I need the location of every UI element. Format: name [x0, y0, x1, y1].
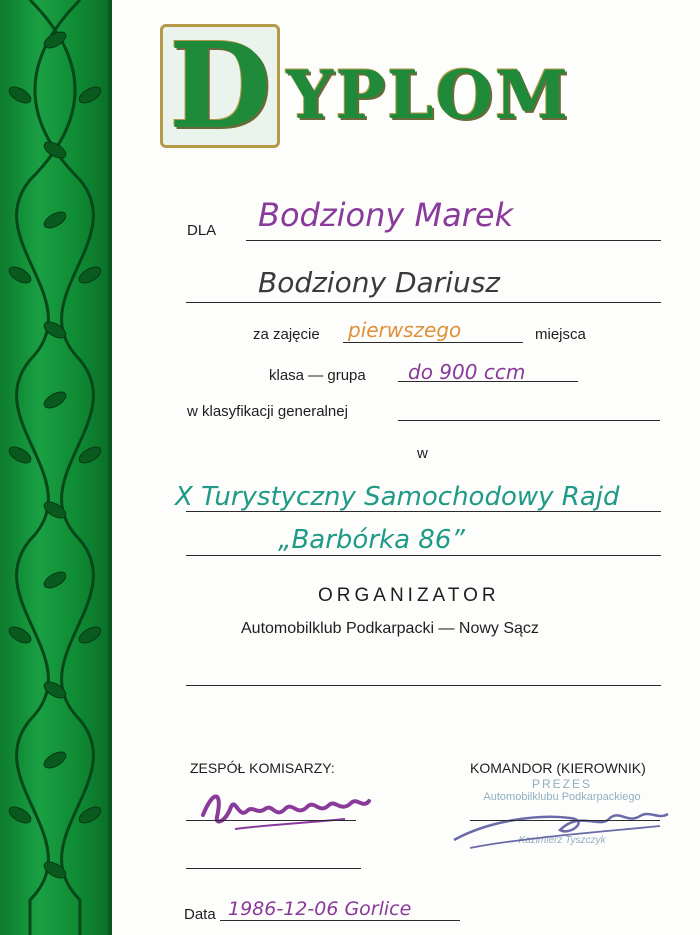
commander-label: KOMANDOR (KIEROWNIK) — [470, 760, 646, 776]
title-rest: YPLOM — [286, 56, 571, 134]
place-suffix: miejsca — [535, 326, 586, 343]
title-initial: D — [160, 24, 280, 148]
class-value: do 900 ccm — [408, 360, 526, 384]
event-line-2 — [186, 555, 661, 556]
stamp-name: Kazimierz Tyszczyk — [518, 835, 606, 846]
in-label: w — [417, 445, 428, 462]
event-line-1 — [186, 511, 661, 512]
vine-ornament-icon — [0, 0, 112, 935]
commissioner-signature — [195, 785, 375, 835]
recipient-name-2: Bodziony Dariusz — [258, 266, 500, 299]
class-label: klasa — grupa — [269, 367, 366, 384]
general-line — [398, 420, 660, 421]
organizer-signature-line — [186, 685, 661, 686]
recipient-label: DLA — [187, 222, 217, 239]
recipient-line-2 — [186, 302, 661, 303]
event-name-line-1: X Turystyczny Samochodowy Rajd — [175, 482, 620, 512]
commander-signature — [450, 800, 680, 860]
commissioner-line-1 — [186, 820, 356, 821]
place-value: pierwszego — [348, 318, 462, 342]
diploma-title — [160, 16, 610, 155]
event-name-line-2: „Barbórka 86” — [278, 525, 465, 555]
commissioner-line-2 — [186, 868, 361, 869]
organizer-name: Automobilklub Podkarpacki — Nowy Sącz — [241, 620, 539, 637]
date-label: Data — [184, 906, 216, 923]
stamp-org: Automobilklubu Podkarpackiego — [483, 791, 641, 803]
place-line — [343, 342, 523, 343]
recipient-name-1: Bodziony Marek — [258, 196, 514, 234]
organizer-heading: ORGANIZATOR — [318, 585, 500, 606]
commissioners-label: ZESPÓŁ KOMISARZY: — [190, 760, 335, 776]
general-label: w klasyfikacji generalnej — [187, 403, 348, 420]
decorative-border — [0, 0, 112, 935]
date-value: 1986-12-06 Gorlice — [228, 898, 412, 920]
commander-line — [470, 820, 660, 821]
recipient-line-1 — [246, 240, 661, 241]
place-prefix: za zajęcie — [253, 326, 320, 343]
stamp-title: PREZES — [531, 777, 592, 791]
date-line — [220, 920, 460, 921]
class-line — [398, 381, 578, 382]
